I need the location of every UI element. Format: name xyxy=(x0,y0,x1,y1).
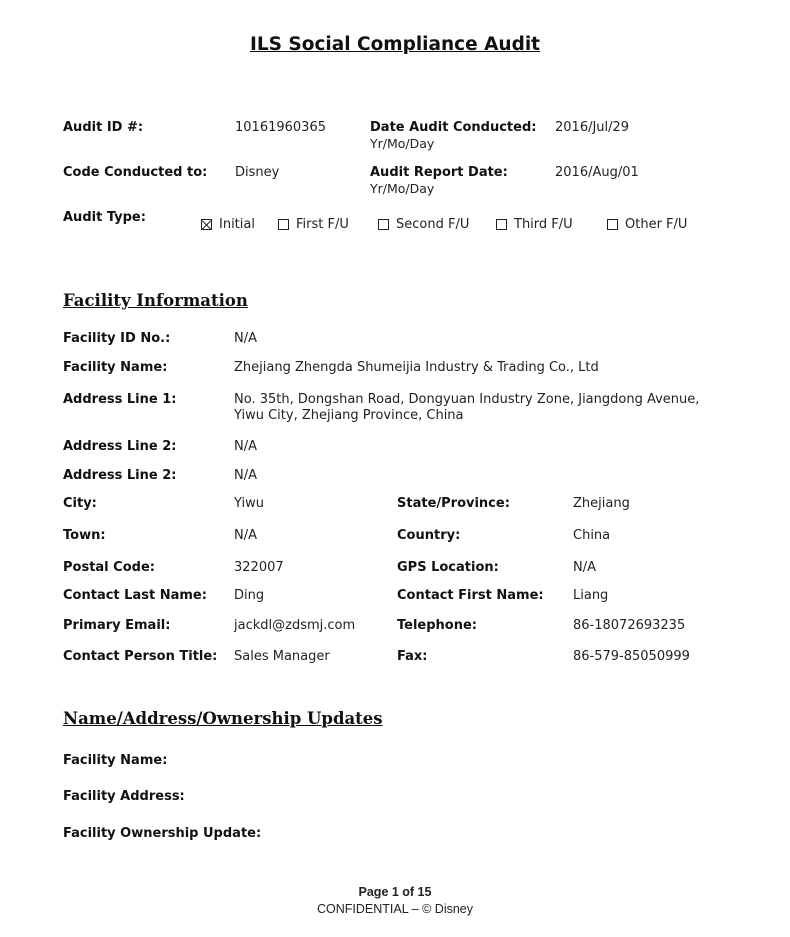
address-line-2b-label: Address Line 2: xyxy=(63,468,177,483)
audit-type-third-fu-checkbox[interactable] xyxy=(496,217,573,232)
fax-label: Fax: xyxy=(397,649,428,664)
contact-first-name-label: Contact First Name: xyxy=(397,588,544,603)
contact-person-title-value: Sales Manager xyxy=(234,649,330,664)
audit-type-other-fu-checkbox[interactable] xyxy=(607,217,687,232)
audit-type-label: Audit Type: xyxy=(63,210,146,225)
confidential-notice: CONFIDENTIAL – © Disney xyxy=(317,902,473,916)
primary-email-label: Primary Email: xyxy=(63,618,171,633)
city-value: Yiwu xyxy=(234,496,264,511)
contact-last-name-label: Contact Last Name: xyxy=(63,588,207,603)
gps-location-value: N/A xyxy=(573,560,596,575)
checkbox-icon xyxy=(496,219,507,230)
address-line-1-value: No. 35th, Dongshan Road, Dongyuan Industry Zone, Jiangdong Avenue, xyxy=(234,392,700,407)
address-line-1-label: Address Line 1: xyxy=(63,392,177,407)
audit-type-option-label: Third F/U xyxy=(514,217,573,232)
audit-type-initial-checkbox[interactable] xyxy=(201,217,255,232)
audit-id-value: 10161960365 xyxy=(235,120,326,135)
code-conducted-value: Disney xyxy=(235,165,280,180)
fax-value: 86-579-85050999 xyxy=(573,649,690,664)
audit-type-option-label: Other F/U xyxy=(625,217,688,232)
country-label: Country: xyxy=(397,528,461,543)
postal-code-value: 322007 xyxy=(234,560,284,575)
facility-information-heading: Facility Information xyxy=(63,291,248,310)
gps-location-label: GPS Location: xyxy=(397,560,499,575)
facility-name-value: Zhejiang Zhengda Shumeijia Industry & Trading Co., Ltd xyxy=(234,360,599,375)
contact-person-title-label: Contact Person Title: xyxy=(63,649,218,664)
telephone-label: Telephone: xyxy=(397,618,477,633)
document-title: ILS Social Compliance Audit xyxy=(249,34,541,55)
primary-email-value: jackdl@zdsmj.com xyxy=(234,618,356,633)
town-label: Town: xyxy=(63,528,106,543)
contact-last-name-value: Ding xyxy=(234,588,265,603)
facility-name-label: Facility Name: xyxy=(63,360,168,375)
code-conducted-label: Code Conducted to: xyxy=(63,165,208,180)
audit-type-option-label: Second F/U xyxy=(396,217,470,232)
update-facility-ownership-label: Facility Ownership Update: xyxy=(63,826,262,841)
audit-type-second-fu-checkbox[interactable] xyxy=(378,217,469,232)
facility-id-value: N/A xyxy=(234,331,257,346)
country-value: China xyxy=(573,528,611,543)
page-number: Page 1 of 15 xyxy=(358,885,432,899)
report-date-format: Yr/Mo/Day xyxy=(370,181,435,196)
checkbox-icon xyxy=(278,219,289,230)
date-conducted-value: 2016/Jul/29 xyxy=(555,120,630,135)
audit-type-option-label: First F/U xyxy=(296,217,349,232)
address-line-2b-value: N/A xyxy=(234,468,257,483)
state-province-value: Zhejiang xyxy=(573,496,630,511)
address-line-1-value-cont: Yiwu City, Zhejiang Province, China xyxy=(234,408,464,423)
update-facility-address-label: Facility Address: xyxy=(63,789,185,804)
updates-heading: Name/Address/Ownership Updates xyxy=(63,709,383,728)
audit-id-label: Audit ID #: xyxy=(63,120,144,135)
checkbox-icon xyxy=(378,219,389,230)
address-line-2-label: Address Line 2: xyxy=(63,439,177,454)
audit-type-option-label: Initial xyxy=(219,217,255,232)
report-date-label: Audit Report Date: xyxy=(370,165,508,180)
audit-type-first-fu-checkbox[interactable] xyxy=(278,217,349,232)
address-line-2-value: N/A xyxy=(234,439,257,454)
contact-first-name-value: Liang xyxy=(573,588,609,603)
town-value: N/A xyxy=(234,528,257,543)
city-label: City: xyxy=(63,496,97,511)
facility-id-label: Facility ID No.: xyxy=(63,331,171,346)
update-facility-name-label: Facility Name: xyxy=(63,753,168,768)
state-province-label: State/Province: xyxy=(397,496,510,511)
date-conducted-format: Yr/Mo/Day xyxy=(370,136,435,151)
report-date-value: 2016/Aug/01 xyxy=(555,165,639,180)
telephone-value: 86-18072693235 xyxy=(573,618,686,633)
date-conducted-label: Date Audit Conducted: xyxy=(370,120,537,135)
checked-box-icon xyxy=(201,219,212,230)
checkbox-icon xyxy=(607,219,618,230)
postal-code-label: Postal Code: xyxy=(63,560,155,575)
